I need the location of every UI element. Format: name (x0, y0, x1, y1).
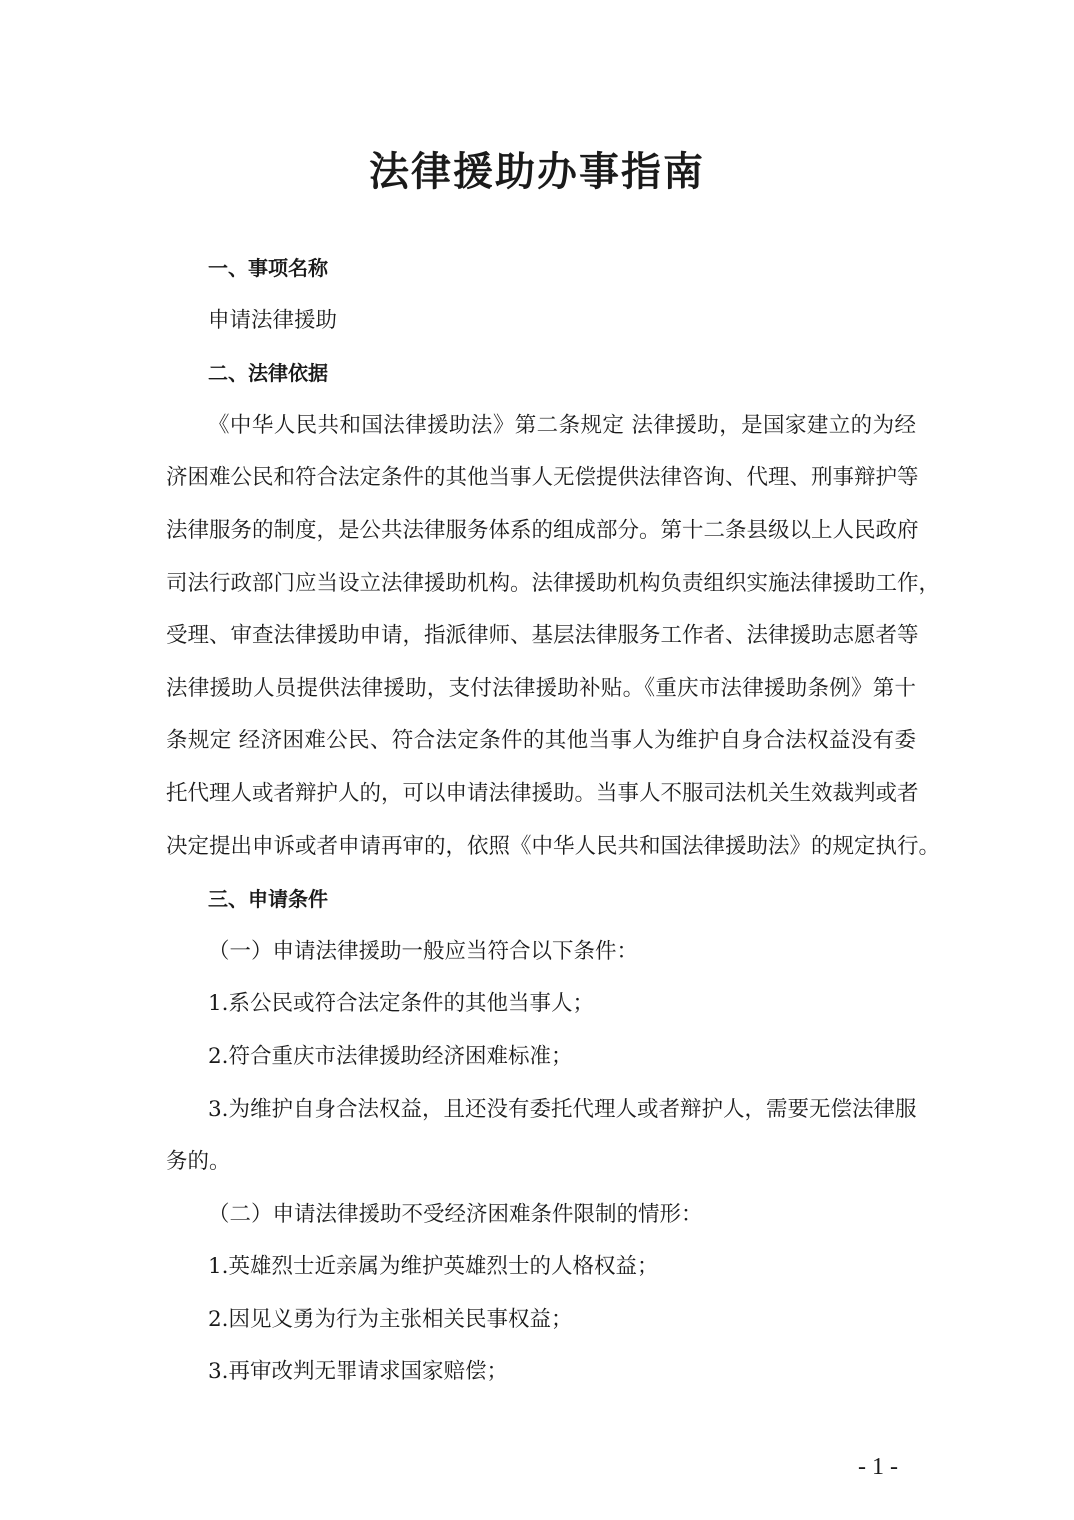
condition-item-continuation: 务的。 (166, 1149, 231, 1175)
exempt-item: 2.因见义勇为行为主张相关民事权益； (208, 1306, 573, 1332)
page-number: - 1 - (858, 1454, 898, 1480)
legal-basis-line: 托代理人或者辩护人的，可以申请法律援助。当事人不服司法机关生效裁判或者 (166, 780, 919, 806)
section-heading-item-name: 一、事项名称 (208, 256, 328, 280)
exempt-item: 1.英雄烈士近亲属为维护英雄烈士的人格权益； (208, 1254, 659, 1280)
legal-basis-line: 济困难公民和符合法定条件的其他当事人无偿提供法律咨询、代理、刑事辩护等 (166, 465, 919, 491)
item-name-text: 申请法律援助 (208, 307, 338, 333)
legal-basis-line: 受理、审查法律援助申请，指派律师、基层法律服务工作者、法律援助志愿者等 (166, 623, 919, 649)
legal-basis-line: 司法行政部门应当设立法律援助机构。法律援助机构负责组织实施法律援助工作， (166, 570, 941, 596)
condition-item: 2.符合重庆市法律援助经济困难标准； (208, 1043, 573, 1069)
legal-basis-line: 法律服务的制度，是公共法律服务体系的组成部分。第十二条县级以上人民政府 (166, 517, 919, 543)
conditions-subheading-exempt: （二）申请法律援助不受经济困难条件限制的情形： (208, 1201, 703, 1227)
document-title: 法律援助办事指南 (369, 148, 705, 195)
section-heading-conditions: 三、申请条件 (208, 887, 328, 912)
condition-item: 3.为维护自身合法权益，且还没有委托代理人或者辩护人，需要无偿法律服 (208, 1096, 917, 1122)
condition-item: 1.系公民或符合法定条件的其他当事人； (208, 991, 595, 1017)
legal-basis-line: 《中华人民共和国法律援助法》第二条规定 法律援助，是国家建立的为经 (208, 412, 916, 438)
conditions-subheading-general: （一）申请法律援助一般应当符合以下条件： (208, 938, 639, 964)
document-body (166, 242, 941, 1399)
legal-basis-line: 条规定 经济困难公民、符合法定条件的其他当事人为维护自身合法权益没有委 (166, 728, 916, 754)
exempt-item: 3.再审改判无罪请求国家赔偿； (208, 1359, 509, 1385)
section-heading-legal-basis: 二、法律依据 (208, 361, 328, 386)
legal-basis-line: 决定提出申诉或者申请再审的，依照《中华人民共和国法律援助法》的规定执行。 (166, 833, 941, 859)
legal-basis-line: 法律援助人员提供法律援助，支付法律援助补贴。《重庆市法律援助条例》第十 (166, 675, 916, 701)
